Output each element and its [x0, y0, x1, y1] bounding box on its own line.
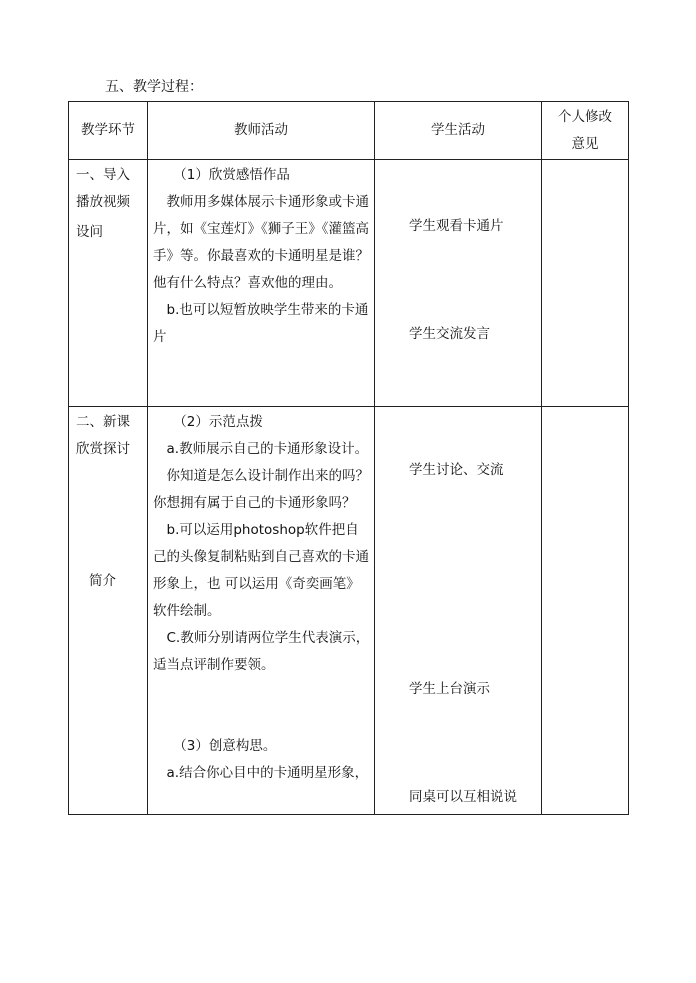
student-activity-text: 学生讨论、交流 — [409, 462, 504, 478]
student-activity-cell — [375, 407, 542, 815]
table-row — [69, 407, 629, 815]
teacher-paragraph: 你知道是怎么设计制作出来的吗？你想拥有属于自己的卡通形象吗？ — [153, 468, 369, 511]
student-activity-text: 学生交流发言 — [409, 326, 490, 342]
header-stage: 教学环节 — [69, 102, 148, 160]
header-teacher-activity: 教师活动 — [148, 102, 375, 160]
stage-line: 设问 — [76, 224, 103, 240]
teacher-paragraph: b.可以运用photoshop软件把自己的头像复制粘贴到自己喜欢的卡通形象上，也 可以运用《奇奕画笔》软件绘制。 — [153, 522, 369, 619]
stage-line: 一、导入 — [76, 167, 130, 183]
teacher-heading: （2）示范点拨 — [173, 414, 263, 430]
stage-line: 欣赏探讨 — [76, 441, 130, 457]
table-row — [69, 160, 629, 407]
teacher-activity-cell — [148, 407, 375, 815]
header-student-activity: 学生活动 — [375, 102, 542, 160]
teacher-heading: （1）欣赏感悟作品 — [173, 167, 290, 183]
header-notes-line1: 个人修改 — [558, 108, 612, 125]
student-activity-cell — [375, 160, 542, 407]
teacher-paragraph: 教师用多媒体展示卡通形象或卡通片，如《宝莲灯》《狮子王》《灌篮高手》等。你最喜欢的卡通明星是谁？他有什么特点？喜欢他的理由。 — [153, 194, 369, 291]
table-header-row — [69, 102, 629, 160]
teacher-paragraph: C.教师分别请两位学生代表演示，适当点评制作要领。 — [153, 630, 370, 673]
lesson-process-table — [68, 101, 629, 815]
student-activity-text: 同桌可以互相说说 — [409, 789, 517, 805]
teacher-activity-cell — [148, 160, 375, 407]
stage-cell — [69, 160, 148, 407]
stage-cell — [69, 407, 148, 815]
stage-line: 简介 — [89, 573, 116, 589]
teacher-paragraph: a.教师展示自己的卡通形象设计。 — [166, 441, 369, 457]
stage-line: 播放视频 — [76, 194, 130, 210]
teacher-paragraph: a.结合你心目中的卡通明星形象， — [166, 765, 369, 781]
stage-line: 二、新课 — [76, 414, 130, 430]
notes-cell — [542, 160, 629, 407]
student-activity-text: 学生观看卡通片 — [409, 218, 504, 234]
notes-cell — [542, 407, 629, 815]
student-activity-text: 学生上台演示 — [409, 681, 490, 697]
teacher-heading: （3）创意构思。 — [173, 738, 277, 754]
header-notes-line2: 意见 — [571, 135, 599, 152]
section-title: 五、教学过程： — [105, 79, 203, 95]
teacher-paragraph: b.也可以短暂放映学生带来的卡通片 — [153, 302, 369, 345]
header-personal-notes — [542, 102, 629, 160]
